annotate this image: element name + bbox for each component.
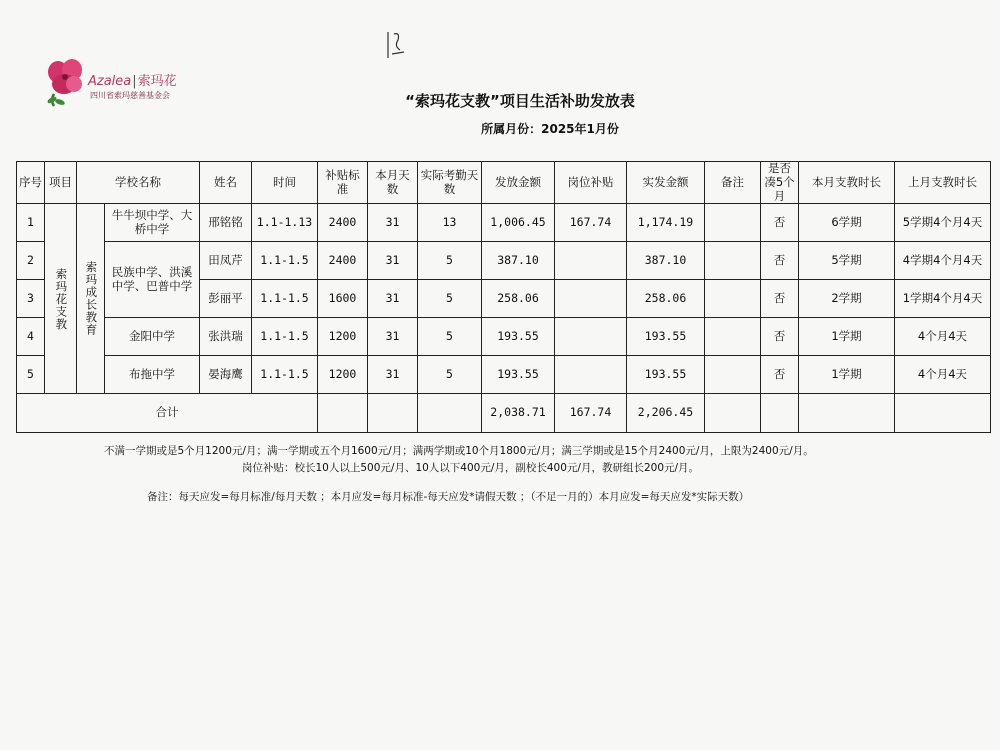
empty-cell	[761, 394, 799, 433]
project-b-cell: 索玛成长教育	[77, 204, 105, 394]
name-cell: 彭丽平	[200, 280, 252, 318]
period-cell: 1.1-1.5	[252, 356, 318, 394]
table-row	[17, 318, 991, 356]
total-label: 合计	[17, 394, 318, 433]
this-month-cell: 1学期	[799, 356, 895, 394]
table-row	[17, 242, 991, 280]
name-cell: 晏海鹰	[200, 356, 252, 394]
period-cell: 1.1-1.5	[252, 280, 318, 318]
period-cell: 1.1-1.13	[252, 204, 318, 242]
remark-cell	[705, 242, 761, 280]
note-post-subsidy: 岗位补贴：校长10人以上500元/月、10人以下400元/月，副校长400元/月，教研组长200元/月。	[242, 462, 700, 474]
standard-cell: 1200	[318, 356, 368, 394]
col-header: 时间	[252, 162, 318, 204]
row-no: 5	[17, 356, 45, 394]
empty-cell	[799, 394, 895, 433]
col-header: 补贴标准	[318, 162, 368, 204]
col-header: 岗位补贴	[555, 162, 627, 204]
this-month-cell: 5学期	[799, 242, 895, 280]
actual-days-cell: 5	[418, 280, 482, 318]
empty-cell	[368, 394, 418, 433]
total-net: 2,206.45	[627, 394, 705, 433]
five-months-cell: 否	[761, 318, 799, 356]
subsidy-table	[16, 161, 991, 433]
period-cell: 1.1-1.5	[252, 242, 318, 280]
actual-days-cell: 13	[418, 204, 482, 242]
empty-cell	[418, 394, 482, 433]
this-month-cell: 6学期	[799, 204, 895, 242]
handwritten-mark	[380, 28, 410, 64]
last-month-cell: 5学期4个月4天	[895, 204, 991, 242]
period-cell: 1.1-1.5	[252, 318, 318, 356]
col-header: 本月天数	[368, 162, 418, 204]
five-months-cell: 否	[761, 356, 799, 394]
last-month-cell: 1学期4个月4天	[895, 280, 991, 318]
col-header: 项目	[45, 162, 77, 204]
last-month-cell: 4学期4个月4天	[895, 242, 991, 280]
row-no: 4	[17, 318, 45, 356]
col-header: 实际考勤天数	[418, 162, 482, 204]
actual-days-cell: 5	[418, 356, 482, 394]
five-months-cell: 否	[761, 242, 799, 280]
table-row	[17, 356, 991, 394]
post-subsidy-cell	[555, 356, 627, 394]
days-cell: 31	[368, 356, 418, 394]
logo-brand-en: Azalea	[88, 74, 132, 89]
net-cell: 193.55	[627, 356, 705, 394]
standard-cell: 1200	[318, 318, 368, 356]
col-header: 学校名称	[77, 162, 200, 204]
school-cell: 金阳中学	[105, 318, 200, 356]
col-header: 备注	[705, 162, 761, 204]
days-cell: 31	[368, 318, 418, 356]
actual-days-cell: 5	[418, 242, 482, 280]
row-no: 2	[17, 242, 45, 280]
total-row	[17, 394, 991, 433]
note-formula: 备注：每天应发=每月标准/每月天数 ；本月应发=每月标准-每天应发*请假天数 ；（不足一月的）本月应发=每天应发*实际天数）	[147, 491, 750, 503]
standard-cell: 2400	[318, 204, 368, 242]
last-month-cell: 4个月4天	[895, 356, 991, 394]
school-cell: 民族中学、洪溪中学、巴普中学	[105, 242, 200, 318]
days-cell: 31	[368, 204, 418, 242]
net-cell: 193.55	[627, 318, 705, 356]
last-month-cell: 4个月4天	[895, 318, 991, 356]
row-no: 3	[17, 280, 45, 318]
post-subsidy-cell	[555, 280, 627, 318]
col-header: 是否凑5个月	[761, 162, 799, 204]
table-row	[17, 204, 991, 242]
name-cell: 田凤芹	[200, 242, 252, 280]
note-standard: 不满一学期或是5个月1200元/月；满一学期或五个月1600元/月；满两学期或10个月1800元/月；满三学期或是15个月2400元/月，上限为2400元/月。	[104, 445, 814, 457]
post-subsidy-cell: 167.74	[555, 204, 627, 242]
page-subtitle: 所属月份：2025年1月份	[481, 122, 619, 136]
days-cell: 31	[368, 242, 418, 280]
remark-cell	[705, 356, 761, 394]
net-cell: 1,174.19	[627, 204, 705, 242]
logo-brand-cn: 索玛花	[137, 74, 177, 89]
remark-cell	[705, 318, 761, 356]
net-cell: 387.10	[627, 242, 705, 280]
col-header: 上月支教时长	[895, 162, 991, 204]
school-cell: 牛牛坝中学、大桥中学	[105, 204, 200, 242]
col-header: 序号	[17, 162, 45, 204]
standard-cell: 2400	[318, 242, 368, 280]
this-month-cell: 1学期	[799, 318, 895, 356]
school-cell: 布拖中学	[105, 356, 200, 394]
name-cell: 张洪瑞	[200, 318, 252, 356]
amount-cell: 193.55	[482, 318, 555, 356]
days-cell: 31	[368, 280, 418, 318]
total-post-subsidy: 167.74	[555, 394, 627, 433]
total-amount: 2,038.71	[482, 394, 555, 433]
row-no: 1	[17, 204, 45, 242]
actual-days-cell: 5	[418, 318, 482, 356]
five-months-cell: 否	[761, 280, 799, 318]
net-cell: 258.06	[627, 280, 705, 318]
foundation-logo	[44, 56, 194, 112]
col-header: 本月支教时长	[799, 162, 895, 204]
amount-cell: 193.55	[482, 356, 555, 394]
col-header: 发放金额	[482, 162, 555, 204]
page-title: “索玛花支教”项目生活补助发放表	[405, 92, 635, 110]
col-header: 实发金额	[627, 162, 705, 204]
project-a-cell: 索玛花支教	[45, 204, 77, 394]
amount-cell: 1,006.45	[482, 204, 555, 242]
post-subsidy-cell	[555, 242, 627, 280]
this-month-cell: 2学期	[799, 280, 895, 318]
empty-cell	[318, 394, 368, 433]
empty-cell	[895, 394, 991, 433]
remark-cell	[705, 204, 761, 242]
table-header-row	[17, 162, 991, 204]
amount-cell: 387.10	[482, 242, 555, 280]
logo-org-name: 四川省索玛慈善基金会	[90, 91, 170, 100]
remark-cell	[705, 280, 761, 318]
logo-brand: Azalea|索玛花	[88, 74, 177, 89]
amount-cell: 258.06	[482, 280, 555, 318]
azalea-flower-icon	[44, 56, 88, 108]
col-header: 姓名	[200, 162, 252, 204]
post-subsidy-cell	[555, 318, 627, 356]
empty-cell	[705, 394, 761, 433]
five-months-cell: 否	[761, 204, 799, 242]
standard-cell: 1600	[318, 280, 368, 318]
name-cell: 邢铭铭	[200, 204, 252, 242]
